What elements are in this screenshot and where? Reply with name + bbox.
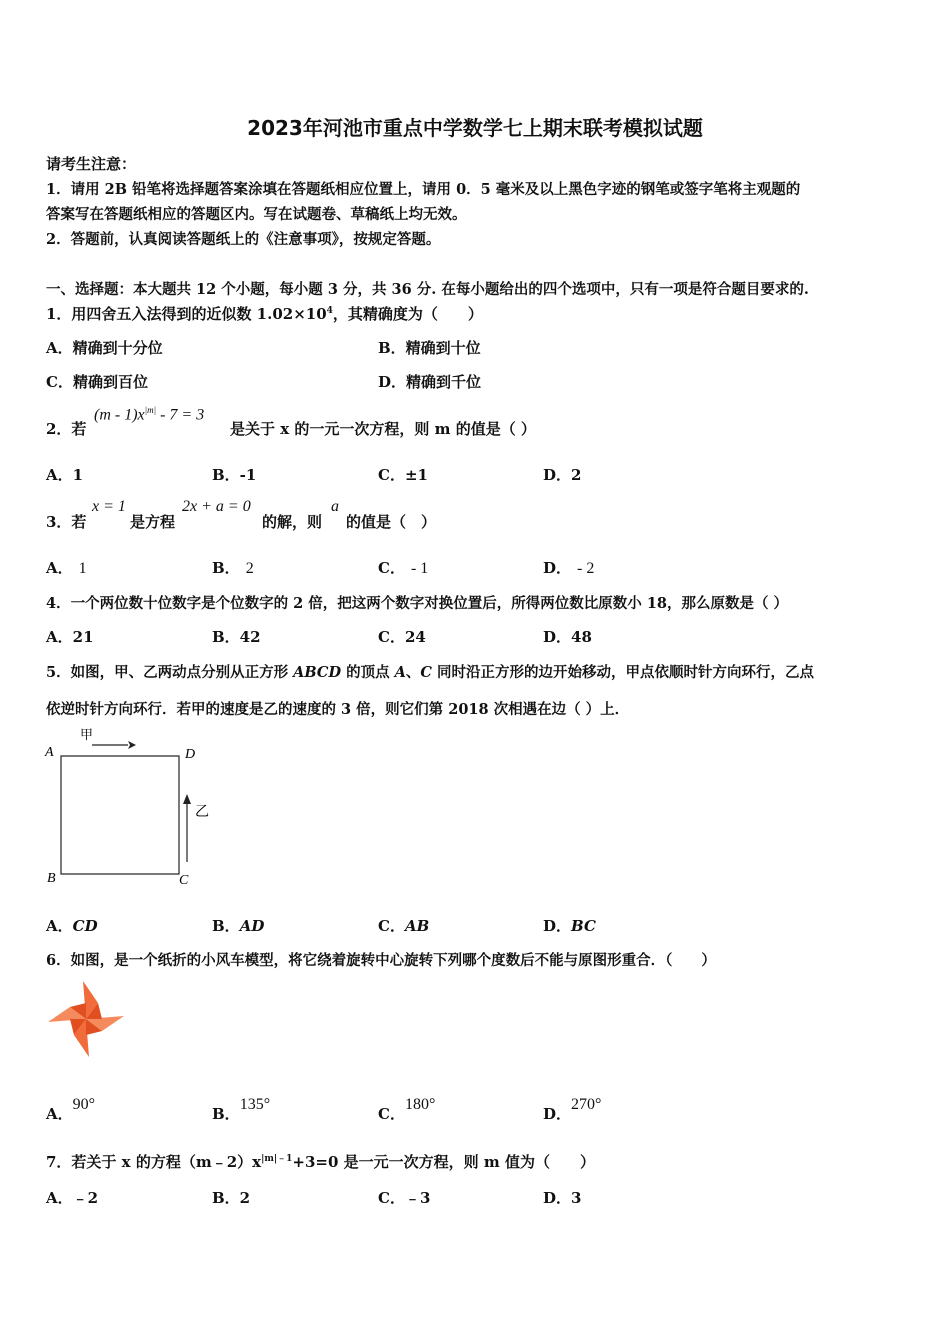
q3-text-post: 的值是（ ） [346,513,437,531]
q6-option-d: D．270° [543,1096,602,1123]
q2-option-c: C．±1 [378,466,428,484]
square-abcd [61,756,179,874]
question-7-stem: 7．若关于 x 的方程$(m﹣2)x^{|m|﹣1}+3=0$ 是一元一次方程，则 m 值为（ ） [46,1153,595,1171]
question-1-stem: 1．用四舍五入法得到的近似数 $1.02\times 10^4$，其精确度为（ ） [46,305,483,323]
question-2-number: 2．若 [46,420,87,438]
question-2-stem: 是关于 x 的一元一次方程，则 m 的值是（ ） [230,420,536,438]
q1-option-d: D．精确到千位 [378,373,482,391]
q3-text-mid: 是方程 [130,513,176,531]
question-3-number: 3．若 [46,513,87,531]
q6-option-c: C．180° [378,1096,436,1123]
q5-option-c: C．AB [378,917,430,935]
q5-option-d: D．BC [543,917,596,935]
q4-option-b: B．42 [212,628,261,646]
arrow-jia-head [128,741,136,749]
label-vertex-d: D [185,747,196,762]
notice-line-1b: 答案写在答题纸相应的答题区内。写在试题卷、草稿纸上均无效。 [46,206,467,223]
q3-text-mid2: 的解，则 [262,513,323,531]
q5-option-a: A．CD [46,917,98,935]
q2-option-d: D．2 [543,466,582,484]
question-6-stem: 6．如图，是一个纸折的小风车模型，将它绕着旋转中心旋转下列哪个度数后不能与原图形重合．（ ） [46,952,716,969]
q3-option-b: B． 2 [212,559,254,577]
q6-option-b: B．135° [212,1096,271,1123]
q7-option-b: B．2 [212,1189,251,1207]
q3-option-d: D． - 2 [543,559,595,577]
q7-option-a: A．﹣2 [46,1189,99,1207]
label-jia: 甲 [80,728,94,743]
q4-option-d: D．48 [543,628,592,646]
notice-heading: 请考生注意： [46,155,137,173]
q1-option-a: A．精确到十分位 [46,339,163,357]
question-5-line-1: 5．如图，甲、乙两动点分别从正方形 ABCD 的顶点 A、C 同时沿正方形的边开始移动，甲点依顺时针方向环行，乙点 [46,664,814,681]
label-vertex-c: C [179,873,189,888]
q6-option-a: A．90° [46,1096,96,1123]
q1-option-c: C．精确到百位 [46,373,148,391]
label-vertex-b: B [47,871,56,886]
q3-option-a: A． 1 [46,559,87,577]
square-figure [40,722,230,892]
q4-option-a: A．21 [46,628,94,646]
q2-option-a: A．1 [46,466,84,484]
q3-var-a: a [331,498,339,515]
pinwheel-figure [42,978,130,1060]
label-yi: 乙 [195,804,209,820]
label-vertex-a: A [45,745,54,760]
notice-line-2: 2．答题前，认真阅读答题纸上的《注意事项》，按规定答题。 [46,231,441,248]
arrow-yi-head [183,794,191,804]
section-heading: 一、选择题：本大题共 12 个小题，每小题 3 分，共 36 分. 在每小题给出的四个选项中，只有一项是符合题目要求的. [46,281,809,298]
q2-equation: $(m - 1)x^{|m|} - 7 = 3$ [94,405,205,424]
q3-option-c: C． - 1 [378,559,429,577]
page-title: 2023年河池市重点中学数学七上期末联考模拟试题 [247,116,703,140]
q2-option-b: B．-1 [212,466,257,484]
q3-equation: 2x + a = 0 [182,498,251,515]
q7-option-d: D．3 [543,1189,582,1207]
question-5-line-2: 依逆时针方向环行．若甲的速度是乙的速度的 3 倍，则它们第 2018 次相遇在边（ ）上． [46,701,630,718]
q4-option-c: C．24 [378,628,426,646]
q7-option-c: C．﹣3 [378,1189,431,1207]
q3-equation-x: x = 1 [92,498,126,515]
notice-line-1a: 1．请用 2B 铅笔将选择题答案涂填在答题纸相应位置上，请用 0．5 毫米及以上黑色字迹的钢笔或签字笔将主观题的 [46,181,801,198]
question-4-stem: 4．一个两位数十位数字是个位数字的 2 倍，把这两个数字对换位置后，所得两位数比原数小 18，那么原数是（ ） [46,595,789,612]
pinwheel [48,981,124,1057]
q1-option-b: B．精确到十位 [378,339,481,357]
q5-option-b: B．AD [212,917,265,935]
